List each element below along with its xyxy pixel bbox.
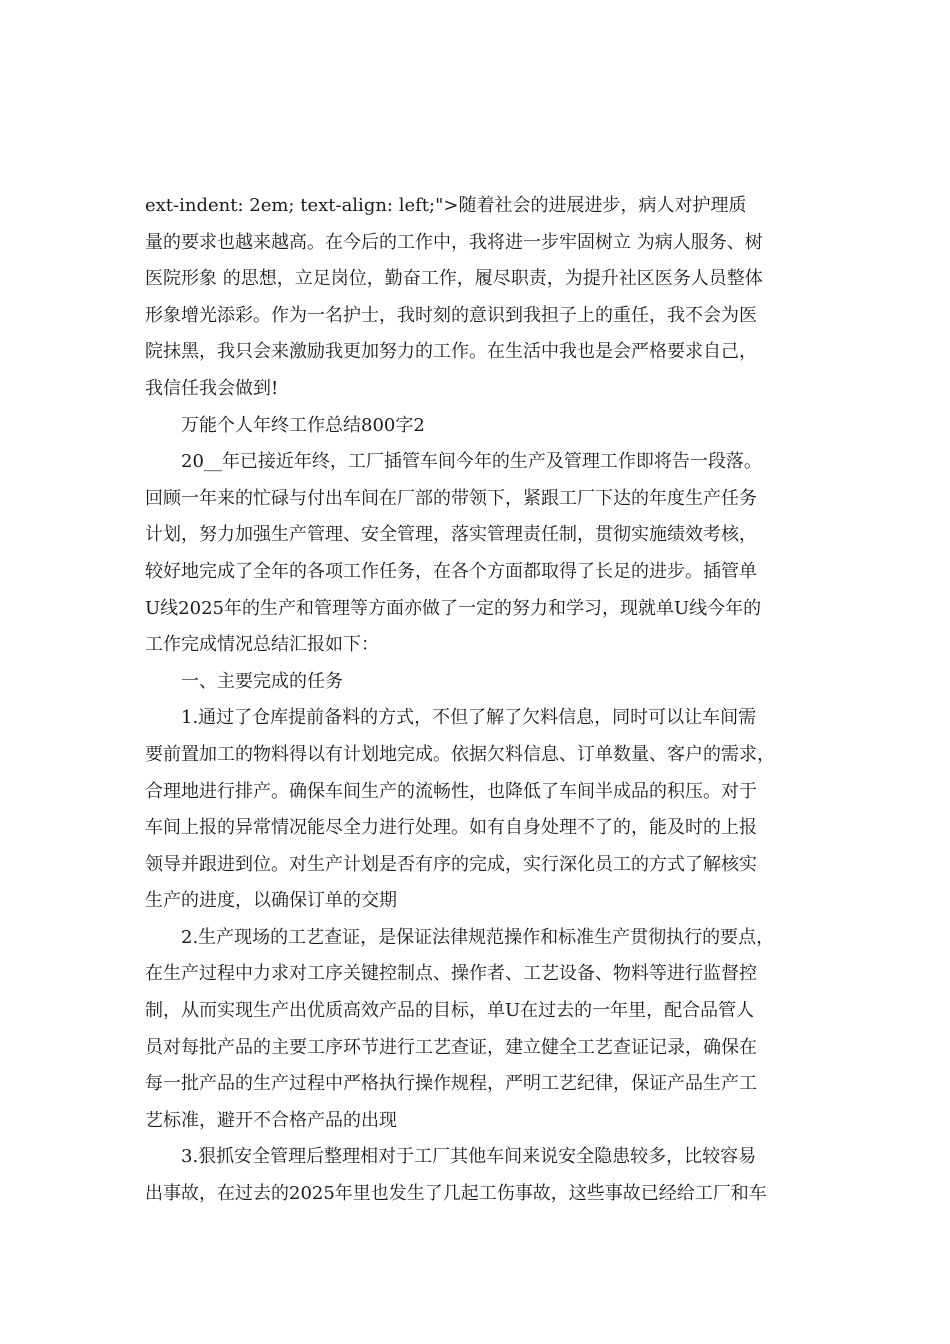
text-line: 形象增光添彩。作为一名护士，我时刻的意识到我担子上的重任，我不会为医: [145, 304, 757, 326]
text-line: 我信任我会做到!: [145, 377, 279, 399]
text-line: 院抹黑，我只会来激励我更加努力的工作。在生活中我也是会严格要求自己，: [145, 341, 757, 363]
text-line: 车间上报的异常情况能尽全力进行处理。如有自身处理不了的，能及时的上报: [145, 817, 757, 839]
text-line: 制，从而实现生产出优质高效产品的目标，单U在过去的一年里，配合品管人: [145, 1000, 755, 1022]
text-line: 回顾一年来的忙碌与付出车间在厂部的带领下，紧跟工厂下达的年度生产任务: [145, 487, 757, 509]
text-line: 20__年已接近年终，工厂插管车间今年的生产及管理工作即将告一段落。: [181, 451, 762, 473]
text-line: U线2025年的生产和管理等方面亦做了一定的努力和学习，现就单U线今年的: [145, 597, 762, 619]
text-line: 万能个人年终工作总结800字2: [181, 414, 425, 436]
text-line: 3.狠抓安全管理后整理相对于工厂其他车间来说安全隐患较多，比较容易: [181, 1146, 757, 1168]
text-line: 工作完成情况总结汇报如下：: [145, 634, 379, 656]
text-line: 员对每批产品的主要工序环节进行工艺查证，建立健全工艺查证记录，确保在: [145, 1036, 757, 1058]
document-body: [145, 188, 815, 1213]
text-line: 在生产过程中力求对工序关键控制点、操作者、工艺设备、物料等进行监督控: [145, 963, 757, 985]
text-line: 量的要求也越来越高。在今后的工作中，我将进一步牢固树立 为病人服务、树: [145, 231, 763, 253]
text-line: 艺标准，避开不合格产品的出现: [145, 1109, 397, 1131]
text-line: 1.通过了仓库提前备料的方式，不但了解了欠料信息，同时可以让车间需: [181, 707, 757, 729]
text-line: 较好地完成了全年的各项工作任务，在各个方面都取得了长足的进步。插管单: [145, 560, 757, 582]
text-line: 领导并跟进到位。对生产计划是否有序的完成，实行深化员工的方式了解核实: [145, 853, 757, 875]
text-line: 生产的进度，以确保订单的交期: [145, 890, 397, 912]
text-line: 一、主要完成的任务: [181, 670, 343, 692]
text-line: 合理地进行排产。确保车间生产的流畅性，也降低了车间半成品的积压。对于: [145, 780, 757, 802]
text-line: 要前置加工的物料得以有计划地完成。依据欠料信息、订单数量、客户的需求，: [145, 743, 775, 765]
text-line: 2.生产现场的工艺查证，是保证法律规范操作和标准生产贯彻执行的要点，: [181, 926, 775, 948]
text-line: 医院形象 的思想，立足岗位，勤奋工作，履尽职责，为提升社区医务人员整体: [145, 268, 763, 290]
text-line: 计划，努力加强生产管理、安全管理，落实管理责任制，贯彻实施绩效考核，: [145, 524, 757, 546]
text-line: ext-indent: 2em; text-align: left;">随着社会的进展进步，病人对护理质: [145, 195, 747, 216]
text-line: 每一批产品的生产过程中严格执行操作规程，严明工艺纪律，保证产品生产工: [145, 1073, 757, 1095]
text-line: 出事故，在过去的2025年里也发生了几起工伤事故，这些事故已经给工厂和车: [145, 1183, 767, 1205]
